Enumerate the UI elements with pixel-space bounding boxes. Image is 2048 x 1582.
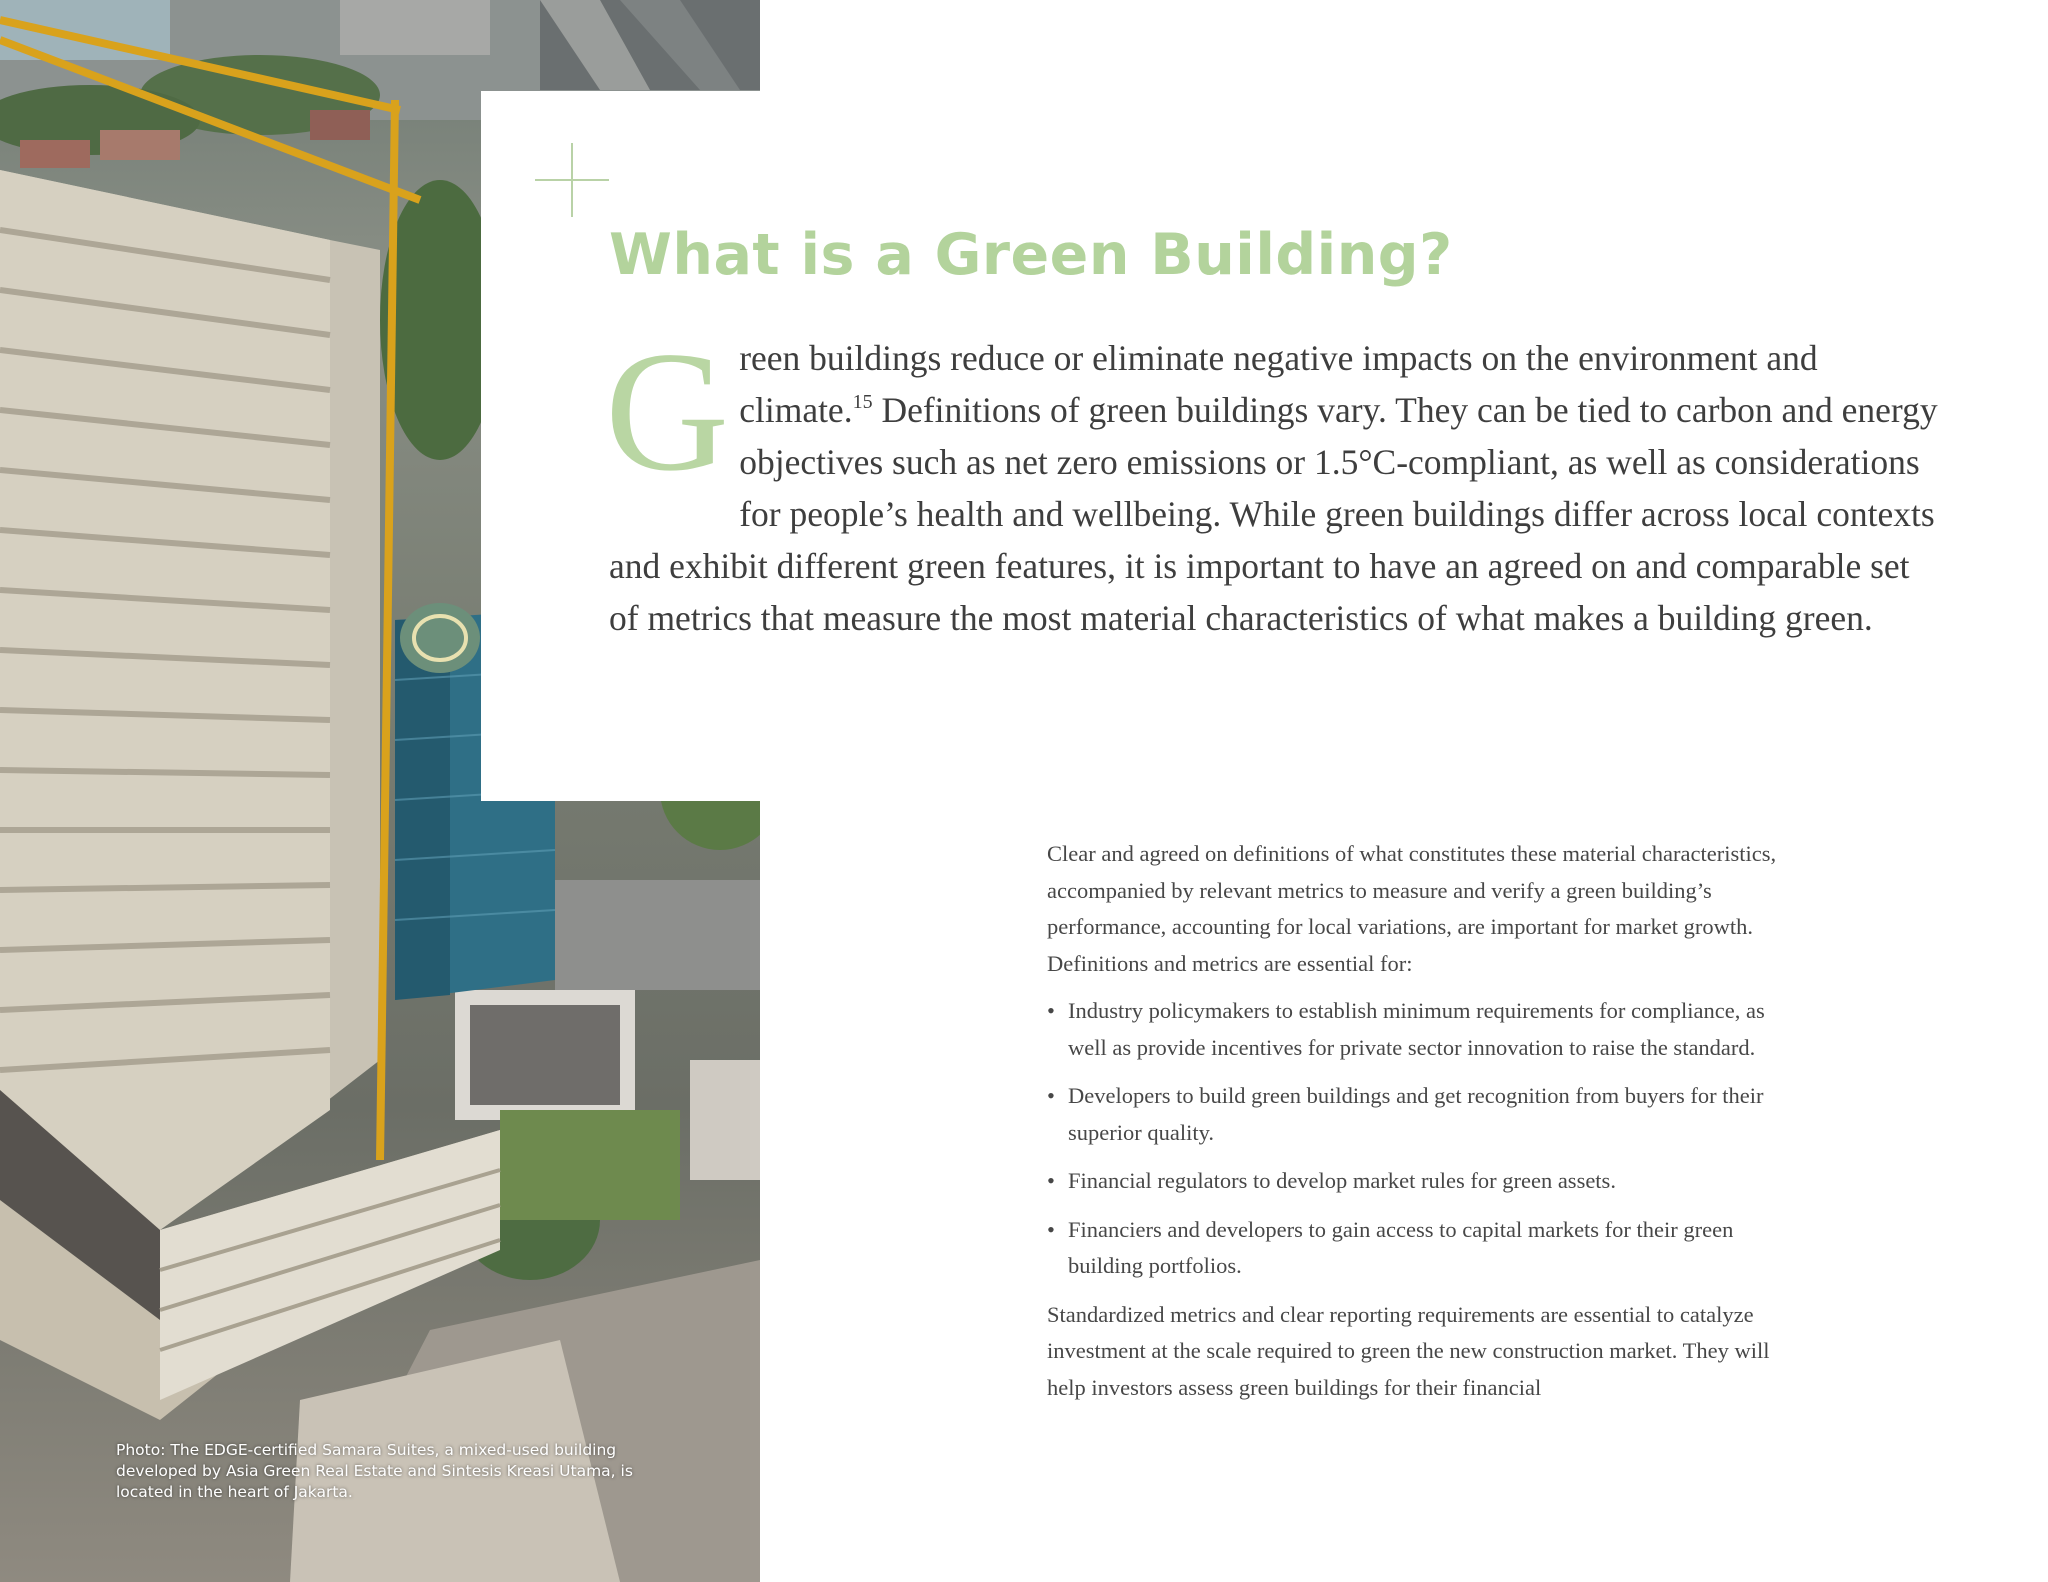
page-title: What is a Green Building? [609, 222, 1453, 288]
plus-icon [535, 143, 609, 217]
list-item: • Industry policymakers to establish minimum requirements for compliance, as well as provide incentives for private sector innovation to raise the standard. [1047, 993, 1787, 1066]
bullet-icon: • [1047, 1216, 1055, 1242]
photo-caption: Photo: The EDGE-certified Samara Suites, a mixed-used building developed by Asia Green Real Estate and Sintesis Kreasi Utama, is located in the heart of Jakarta. [116, 1441, 633, 1501]
bullet-icon: • [1047, 1083, 1055, 1108]
list-item: • Financial regulators to develop market rules for green assets. [1047, 1163, 1787, 1200]
footnote-ref[interactable]: 15 [852, 391, 873, 413]
body-column [1047, 836, 1787, 1406]
intro-text-start: reen buildings reduce or eliminate negative impacts on the environment and climate. [739, 338, 1818, 430]
closing-paragraph: Standardized metrics and clear reporting requirements are essential to catalyze investment at the scale required to green the new construction market. They will help investors assess green buildings for their financial [1047, 1301, 1770, 1400]
drop-cap: G [605, 317, 730, 507]
body-intro: Clear and agreed on definitions of what constitutes these material characteristics, accompanied by relevant metrics to measure and verify a green building’s performance, accounting for local variations, are important for market growth. Definitions and metrics are essential for: [1047, 841, 1777, 976]
list-item: • Developers to build green buildings and get recognition from buyers for their superior quality. [1047, 1078, 1787, 1151]
bullet-icon: • [1047, 1168, 1055, 1193]
list-item: • Financiers and developers to gain access to capital markets for their green building portfolios. [1047, 1212, 1787, 1285]
bullet-list [1047, 993, 1787, 1285]
bullet-icon: • [1047, 998, 1055, 1023]
intro-text-end: Definitions of green buildings vary. They can be tied to carbon and energy objectives such as net zero emissions or 1.5°C-compliant, as well as considerations for people’s health and wellbeing. While green buildings differ across local contexts and exhibit different green features, it is important to have an agreed on and comparable set of metrics that measure the most material characteristics of what makes a building green. [609, 390, 1938, 638]
intro-paragraph [605, 317, 1939, 644]
